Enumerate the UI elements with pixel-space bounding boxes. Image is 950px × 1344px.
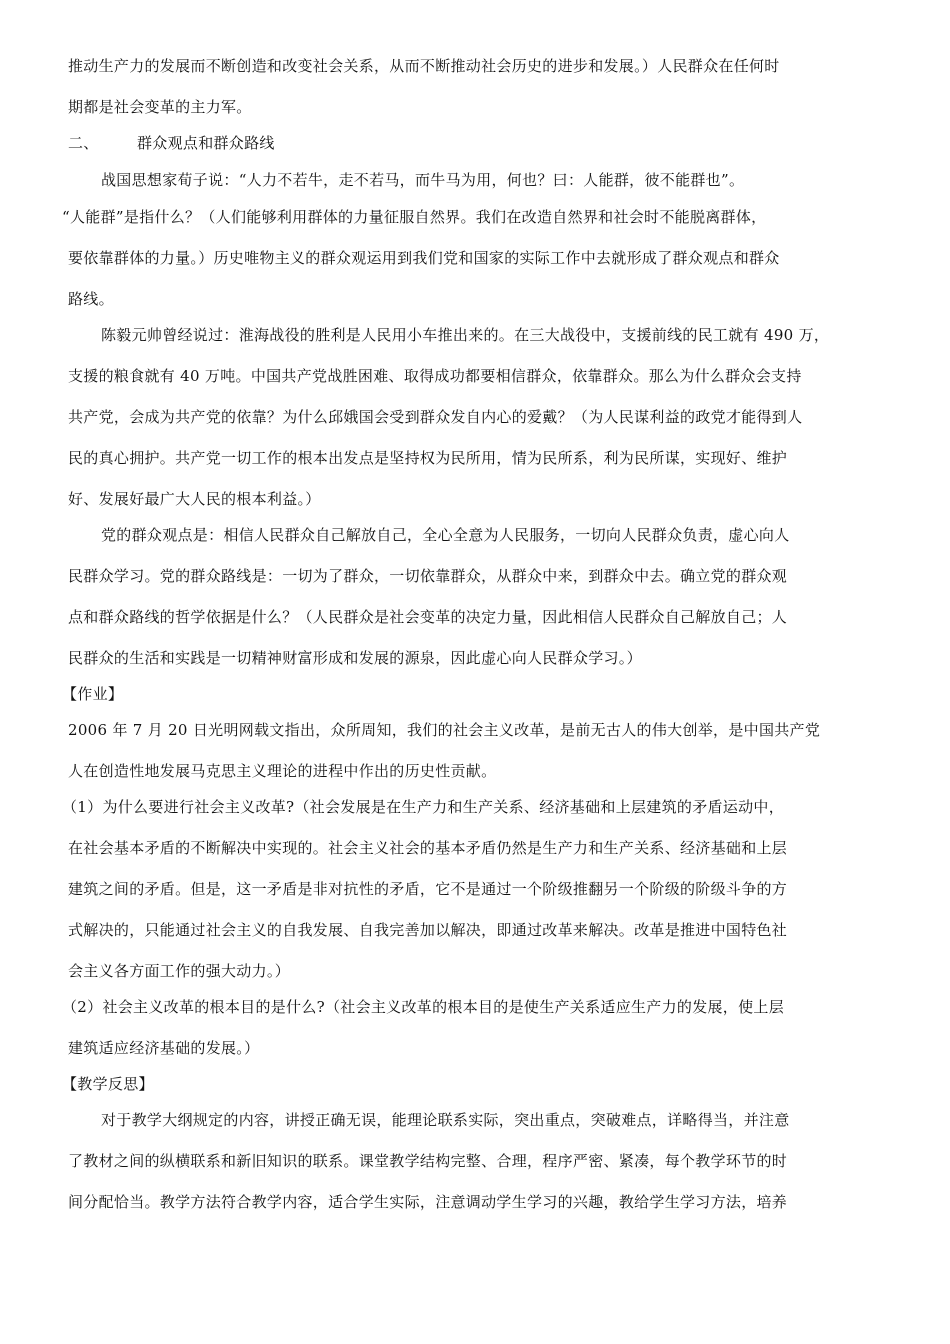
paragraph-line: 建筑之间的矛盾。但是，这一矛盾是非对抗性的矛盾，它不是通过一个阶级推翻另一个阶级的阶级斗争的方 — [68, 880, 788, 898]
section-heading-homework: 【作业】 — [62, 685, 124, 703]
paragraph-line: 路线。 — [68, 290, 114, 308]
paragraph-line: 要依靠群体的力量。）历史唯物主义的群众观运用到我们党和国家的实际工作中去就形成了群众观点和群众 — [68, 249, 780, 267]
paragraph-line: 2006 年 7 月 20 日光明网载文指出，众所周知，我们的社会主义改革，是前无古人的伟大创举，是中国共产党 — [68, 721, 821, 739]
paragraph-line: 式解决的，只能通过社会主义的自我发展、自我完善加以解决，即通过改革来解决。改革是推进中国特色社 — [68, 921, 788, 939]
paragraph-line: 战国思想家荀子说：“人力不若牛，走不若马，而牛马为用，何也？曰：人能群，彼不能群也”。 — [101, 171, 745, 189]
paragraph-line: 点和群众路线的哲学依据是什么？（人民群众是社会变革的决定力量，因此相信人民群众自己解放自己；人 — [68, 608, 788, 626]
paragraph-line: 人在创造性地发展马克思主义理论的进程中作出的历史性贡献。 — [68, 762, 497, 780]
section-heading: 二、 群众观点和群众路线 — [68, 134, 275, 152]
paragraph-line: 民群众的生活和实践是一切精神财富形成和发展的源泉，因此虚心向人民群众学习。） — [68, 649, 642, 667]
paragraph-line: 支援的粮食就有 40 万吨。中国共产党战胜困难、取得成功都要相信群众，依靠群众。那么为什么群众会支持 — [68, 367, 802, 385]
paragraph-line: 在社会基本矛盾的不断解决中实现的。社会主义社会的基本矛盾仍然是生产力和生产关系、经济基础和上层 — [68, 839, 788, 857]
paragraph-line: 好、发展好最广大人民的根本利益。） — [68, 490, 321, 508]
paragraph-line: 期都是社会变革的主力军。 — [68, 98, 252, 116]
section-heading-reflection: 【教学反思】 — [62, 1075, 154, 1093]
paragraph-line: 建筑适应经济基础的发展。） — [68, 1039, 260, 1057]
paragraph-line: 民的真心拥护。共产党一切工作的根本出发点是坚持权为民所用，情为民所系，利为民所谋，实现好、维护 — [68, 449, 788, 467]
question-line: （2）社会主义改革的根本目的是什么?（社会主义改革的根本目的是使生产关系适应生产力的发展，使上层 — [62, 998, 784, 1016]
paragraph-line: 了教材之间的纵横联系和新旧知识的联系。课堂教学结构完整、合理，程序严密、紧凑，每个教学环节的时 — [68, 1152, 788, 1170]
paragraph-line: 陈毅元帅曾经说过：淮海战役的胜利是人民用小车推出来的。在三大战役中，支援前线的民工就有 490 万， — [101, 326, 830, 344]
paragraph-line: 党的群众观点是：相信人民群众自己解放自己，全心全意为人民服务，一切向人民群众负责，虚心向人 — [101, 526, 790, 544]
paragraph-line: 间分配恰当。教学方法符合教学内容，适合学生实际，注意调动学生学习的兴趣，教给学生学习方法，培养 — [68, 1193, 788, 1211]
paragraph-line: 对于教学大纲规定的内容，讲授正确无误，能理论联系实际，突出重点，突破难点，详略得当，并注意 — [101, 1111, 790, 1129]
paragraph-line: 推动生产力的发展而不断创造和改变社会关系，从而不断推动社会历史的进步和发展。）人民群众在任何时 — [68, 57, 780, 75]
paragraph-line: 会主义各方面工作的强大动力。） — [68, 962, 291, 980]
question-line: （1）为什么要进行社会主义改革?（社会发展是在生产力和生产关系、经济基础和上层建筑的矛盾运动中， — [62, 798, 784, 816]
paragraph-line: “人能群”是指什么？（人们能够利用群体的力量征服自然界。我们在改造自然界和社会时不能脱离群体， — [62, 208, 767, 226]
paragraph-line: 共产党，会成为共产党的依靠？为什么邱娥国会受到群众发自内心的爱戴？（为人民谋利益的政党才能得到人 — [68, 408, 803, 426]
paragraph-line: 民群众学习。党的群众路线是：一切为了群众，一切依靠群众，从群众中来，到群众中去。确立党的群众观 — [68, 567, 788, 585]
